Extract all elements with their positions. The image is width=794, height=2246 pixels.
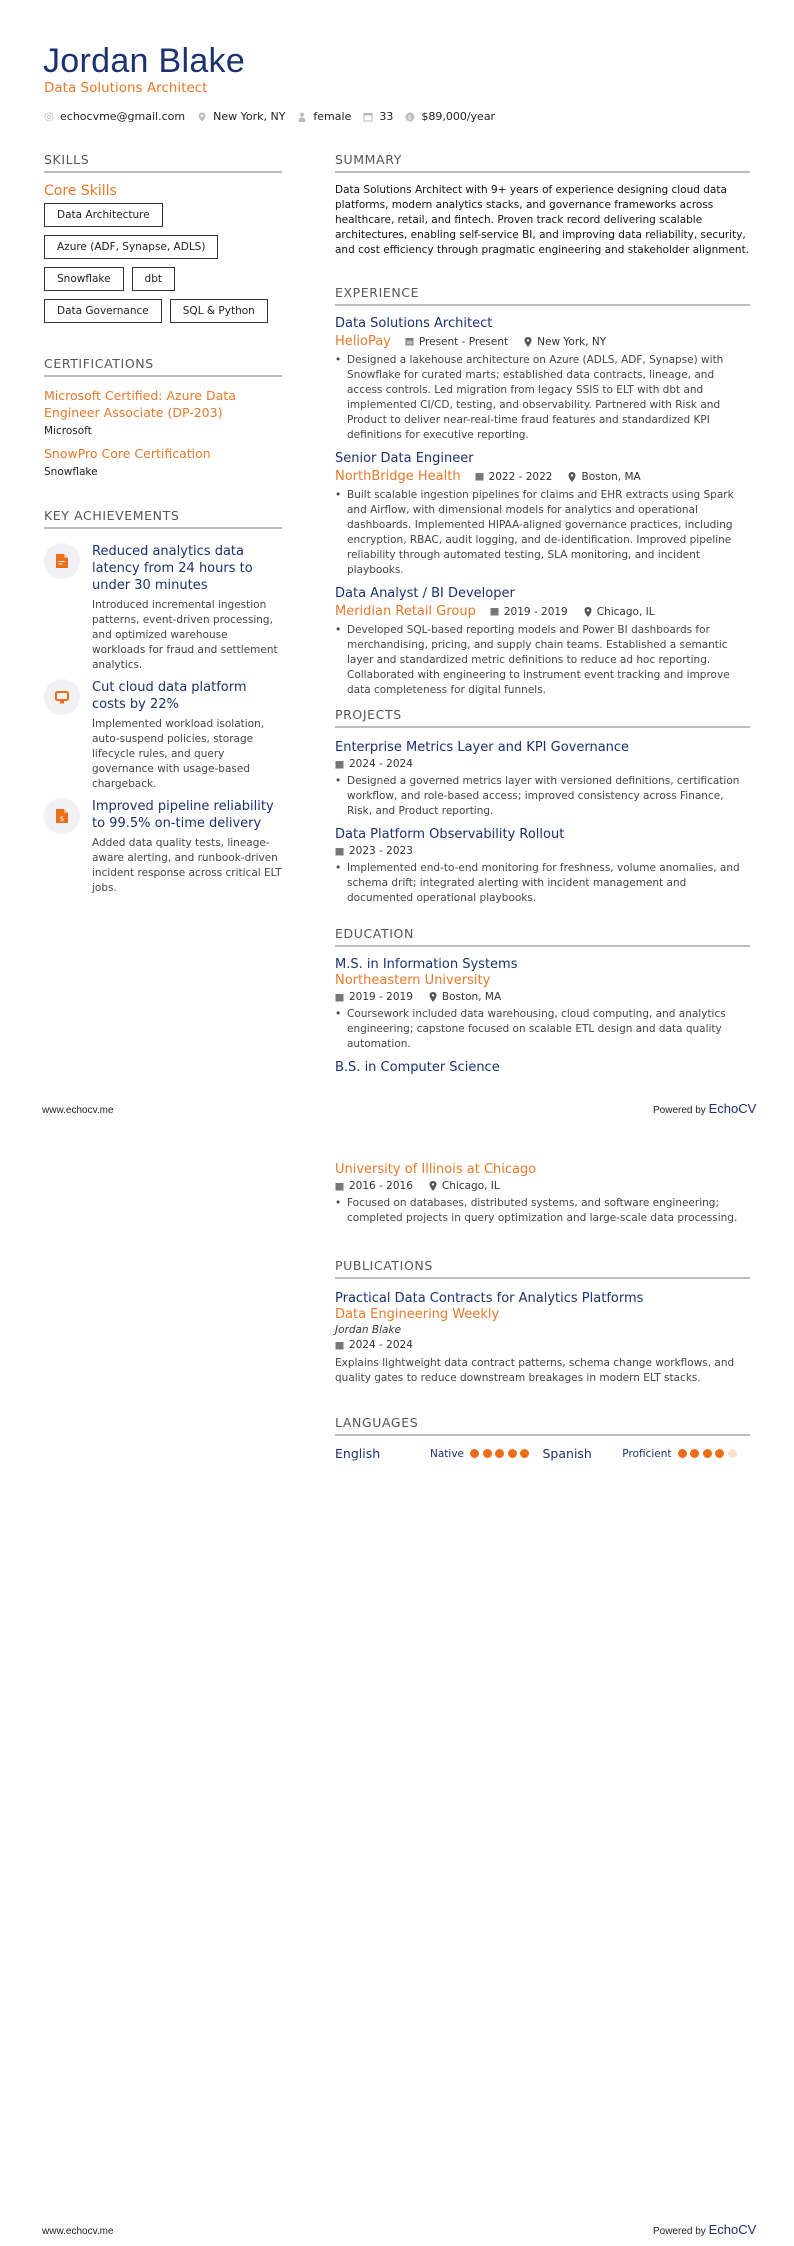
language-level: Proficient	[622, 1447, 672, 1460]
education-location: Boston, MA	[441, 991, 502, 1003]
achievement-item	[44, 543, 282, 673]
experience-section	[335, 285, 750, 698]
project-item: Enterprise Metrics Layer and KPI Governance 2024 - 2024 • Designed a governed metrics layer with versioned definitions, certification workflow, and role-based access; improved consistency across Finance, Risk, and Product reporting.	[335, 740, 750, 819]
footer-site: www.echocv.me	[42, 2226, 114, 2237]
job-description: Built scalable ingestion pipelines for claims and EHR extracts using Spark and Airflow, with dimensional models for analytics and operational dashboards. Implemented HIPAA-aligned governance practices, including encryption, RBAC, audit logging, and de-identification. Improved pipeline reliability through automated testing, SLA monitoring, and incident playbooks.	[347, 489, 734, 576]
skills-heading: SKILLS	[44, 152, 282, 173]
job-dates: 2019 - 2019	[503, 605, 568, 618]
project-description: Designed a governed metrics layer with versioned definitions, certification workflow, and role-based access; improved consistency across Finance, Risk, and Product reporting.	[347, 775, 740, 817]
skill-tag: dbt	[132, 267, 175, 291]
footer-site: www.echocv.me	[42, 1105, 114, 1116]
contact-gender-text: female	[313, 110, 352, 123]
calendar-icon	[335, 1341, 344, 1350]
education-dates: 2019 - 2019	[349, 991, 413, 1003]
project-dates: 2024 - 2024	[349, 758, 413, 770]
contact-salary	[405, 110, 495, 123]
publication-title: Practical Data Contracts for Analytics Platforms	[335, 1291, 644, 1306]
footer-powered	[653, 1101, 756, 1116]
publication-description: Explains lightweight data contract patterns, schema change workflows, and quality gates to reduce downstream breakages in modern ELT stacks.	[335, 1357, 735, 1384]
salary-icon	[405, 112, 415, 122]
footer-powered	[653, 2222, 756, 2237]
achievement-title: Reduced analytics data latency from 24 hours to under 30 minutes	[92, 544, 253, 593]
education-description: Coursework included data warehousing, cloud computing, and analytics engineering; capstone focused on scalable ETL design and data quality automation.	[347, 1008, 726, 1050]
powered-prefix: Powered by	[653, 1105, 706, 1116]
languages-section	[335, 1415, 750, 1461]
job-role: Data Analyst / BI Developer	[335, 586, 515, 601]
degree: M.S. in Information Systems	[335, 957, 518, 972]
person-icon	[297, 112, 307, 122]
calendar-icon	[475, 472, 484, 481]
education-continued: University of Illinois at Chicago 2016 - 2016 Chicago, IL • Focused on databases, distributed systems, and software engineering; completed projects in query optimization and large-scale data processing.	[335, 1162, 750, 1226]
job-role: Data Solutions Architect	[335, 316, 493, 331]
language-rating	[470, 1449, 533, 1458]
job-dates: Present - Present	[418, 335, 509, 348]
monitor-icon	[55, 691, 69, 704]
languages-row	[335, 1446, 750, 1461]
powered-brand: EchoCV	[708, 1101, 757, 1116]
document-icon	[56, 554, 68, 568]
contact-email	[44, 110, 185, 123]
certifications-section	[44, 356, 282, 478]
powered-brand: EchoCV	[708, 2222, 757, 2237]
project-name: Data Platform Observability Rollout	[335, 827, 565, 842]
education-item: M.S. in Information Systems Northeastern University 2019 - 2019 Boston, MA • Coursework included data warehousing, cloud computing, and analytics engineering; capstone focused on scalable ETL design and data quality automation.	[335, 957, 750, 1052]
skills-section	[44, 152, 282, 331]
job-dates: 2022 - 2022	[488, 470, 553, 483]
project-description: Implemented end-to-end monitoring for freshness, volume anomalies, and schema drift; integrated alerting with incident management and documented operational playbooks.	[347, 862, 740, 904]
contact-age	[363, 110, 393, 123]
experience-heading: EXPERIENCE	[335, 285, 750, 306]
skill-tag: Azure (ADF, Synapse, ADLS)	[44, 235, 218, 259]
calendar-icon	[363, 112, 373, 122]
publication-dates: 2024 - 2024	[349, 1339, 413, 1351]
cert-name: Microsoft Certified: Azure Data Engineer Associate (DP-203)	[44, 388, 236, 420]
contact-location	[197, 110, 285, 123]
education-section	[335, 926, 750, 1075]
candidate-title: Data Solutions Architect	[44, 80, 208, 96]
publications-heading: PUBLICATIONS	[335, 1258, 750, 1279]
location-icon	[429, 1181, 437, 1191]
language-name: Spanish	[542, 1446, 592, 1461]
calendar-icon	[335, 760, 344, 769]
education-description: Focused on databases, distributed systems, and software engineering; completed projects in query optimization and large-scale data processing.	[347, 1197, 738, 1224]
job-location: New York, NY	[537, 335, 607, 348]
school: University of Illinois at Chicago	[335, 1162, 537, 1177]
location-icon	[197, 112, 207, 122]
cert-org: Microsoft	[44, 425, 92, 437]
achievement-desc: Added data quality tests, lineage-aware alerting, and runbook-driven incident response across critical ELT jobs.	[92, 837, 282, 894]
language-level: Native	[430, 1447, 464, 1460]
location-icon	[584, 607, 592, 617]
education-heading: EDUCATION	[335, 926, 750, 947]
certifications-heading: CERTIFICATIONS	[44, 356, 282, 377]
achievement-title: Improved pipeline reliability to 99.5% on-time delivery	[92, 799, 274, 831]
location-icon	[429, 992, 437, 1002]
skill-tag: Data Architecture	[44, 203, 163, 227]
achievement-icon-wrap	[44, 798, 80, 834]
location-icon	[568, 472, 576, 482]
degree: B.S. in Computer Science	[335, 1060, 500, 1075]
powered-prefix: Powered by	[653, 2226, 706, 2237]
language-rating	[678, 1449, 741, 1458]
calendar-icon	[405, 337, 414, 346]
project-dates: 2023 - 2023	[349, 845, 413, 857]
achievement-desc: Introduced incremental ingestion patterns, event-driven processing, and optimized warehouse workloads for fraud and settlement analytics.	[92, 599, 278, 671]
contact-gender	[297, 110, 351, 123]
contact-age-text: 33	[379, 110, 394, 123]
experience-item: Data Solutions Architect HelioPay Present - Present New York, NY • Designed a lakehouse architecture on Azure (ADLS, ADF, Synapse) with Snowflake for curated marts; established data contracts, lineage, and access controls. Led migration from legacy SSIS to ELT with dbt and implemented CI/CD, testing, and observability. Partnered with Risk and Product to deliver near-real-time fraud features and standardized KPI definitions for executive reporting.	[335, 316, 750, 443]
achievement-icon-wrap	[44, 543, 80, 579]
job-role: Senior Data Engineer	[335, 451, 474, 466]
location-icon	[524, 337, 532, 347]
project-name: Enterprise Metrics Layer and KPI Governance	[335, 740, 630, 755]
achievements-section	[44, 508, 282, 896]
publications-section	[335, 1258, 750, 1386]
education-dates: 2016 - 2016	[349, 1180, 413, 1192]
job-company: Meridian Retail Group	[335, 604, 476, 619]
cert-org: Snowflake	[44, 466, 98, 478]
contact-location-text: New York, NY	[213, 110, 286, 123]
achievement-title: Cut cloud data platform costs by 22%	[92, 680, 247, 712]
achievement-item	[44, 798, 282, 896]
job-company: NorthBridge Health	[335, 469, 461, 484]
achievement-desc: Implemented workload isolation, auto-suspend policies, storage lifecycle rules, and query governance with usage-based chargeback.	[92, 718, 265, 790]
projects-heading: PROJECTS	[335, 707, 750, 728]
skills-group-title: Core Skills	[44, 183, 117, 199]
candidate-name: Jordan Blake	[43, 42, 246, 80]
invoice-icon	[56, 809, 68, 823]
summary-text: Data Solutions Architect with 9+ years of experience designing cloud data platforms, modern analytics stacks, and governance frameworks across healthcare, retail, and fintech. Proven track record delivering scalable architectures, enabling self-service BI, and improving data reliability, security, and cost efficiency through pragmatic engineering and stakeholder alignment.	[335, 184, 750, 256]
calendar-icon	[490, 607, 499, 616]
job-location: Boston, MA	[581, 470, 641, 483]
contact-salary-text: $89,000/year	[421, 110, 496, 123]
calendar-icon	[335, 847, 344, 856]
svg-text:$: $	[59, 815, 65, 823]
contact-email-text: echocvme@gmail.com	[60, 110, 186, 123]
job-company: HelioPay	[335, 334, 391, 349]
achievement-item	[44, 679, 282, 792]
achievements-heading: KEY ACHIEVEMENTS	[44, 508, 282, 529]
skill-tag: SQL & Python	[170, 299, 268, 323]
experience-item: Senior Data Engineer NorthBridge Health 2022 - 2022 Boston, MA • Built scalable ingestion pipelines for claims and EHR extracts using Spark and Airflow, with dimensional models for analytics and operational dashboards. Implemented HIPAA-aligned governance practices, including encryption, RBAC, audit logging, and de-identification. Improved pipeline reliability through automated testing, SLA monitoring, and incident playbooks.	[335, 451, 750, 578]
summary-heading: SUMMARY	[335, 152, 750, 173]
language-name: English	[335, 1446, 381, 1461]
skills-tags	[44, 203, 282, 331]
contact-bar	[44, 110, 507, 123]
summary-section	[335, 152, 750, 258]
publication-author: Jordan Blake	[335, 1324, 402, 1336]
skill-tag: Snowflake	[44, 267, 124, 291]
job-location: Chicago, IL	[596, 605, 655, 618]
school: Northeastern University	[335, 973, 491, 988]
education-location: Chicago, IL	[441, 1180, 500, 1192]
at-icon	[44, 112, 54, 122]
job-description: Developed SQL-based reporting models and Power BI dashboards for merchandising, pricing, and supply chain teams. Established a semantic layer and standardized metric definitions to reduce ad hoc reporting. Collaborated with engineering to instrument event tracking and improve data completeness for digital funnels.	[347, 624, 730, 696]
svg-text:$: $	[408, 113, 413, 121]
job-description: Designed a lakehouse architecture on Azure (ADLS, ADF, Synapse) with Snowflake for curated marts; established data contracts, lineage, and access controls. Led migration from legacy SSIS to ELT with dbt and implemented CI/CD, testing, and observability. Partnered with Risk and Product to deliver near-real-time fraud features and standardized KPI definitions for executive reporting.	[347, 354, 724, 441]
publication-venue: Data Engineering Weekly	[335, 1307, 500, 1322]
projects-section	[335, 707, 750, 906]
achievement-icon-wrap	[44, 679, 80, 715]
cert-name: SnowPro Core Certification	[44, 446, 211, 461]
experience-item: Data Analyst / BI Developer Meridian Retail Group 2019 - 2019 Chicago, IL • Developed SQL-based reporting models and Power BI dashboards for merchandising, pricing, and supply chain teams. Established a semantic layer and standardized metric definitions to reduce ad hoc reporting. Collaborated with engineering to instrument event tracking and improve data completeness for digital funnels.	[335, 586, 750, 698]
calendar-icon	[335, 993, 344, 1002]
languages-heading: LANGUAGES	[335, 1415, 750, 1436]
calendar-icon	[335, 1182, 344, 1191]
project-item: Data Platform Observability Rollout 2023 - 2023 • Implemented end-to-end monitoring for freshness, volume anomalies, and schema drift; integrated alerting with incident management and documented operational playbooks.	[335, 827, 750, 906]
skill-tag: Data Governance	[44, 299, 162, 323]
